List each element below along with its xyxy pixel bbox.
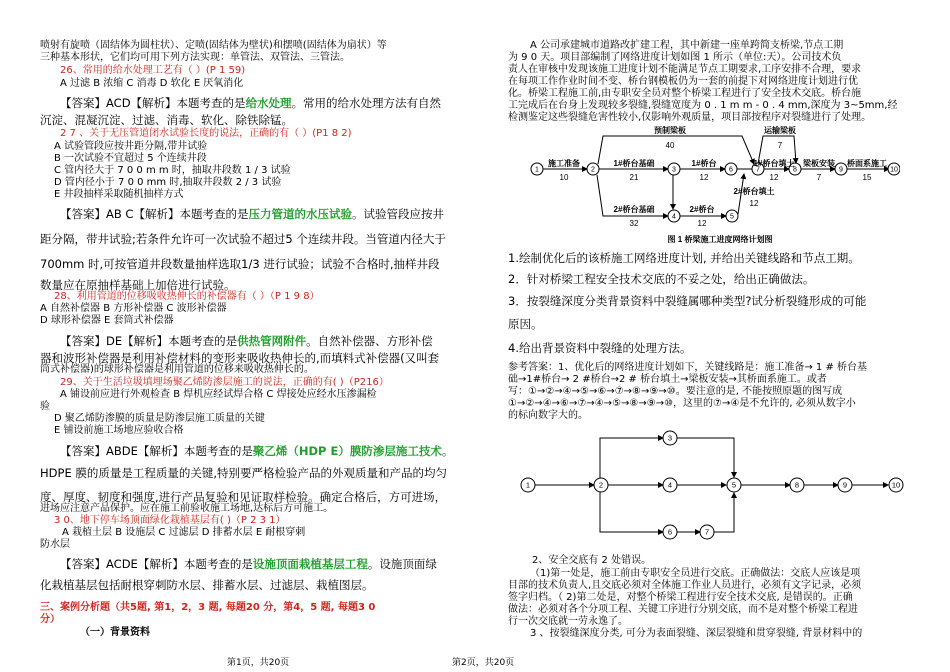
section-3-heading: 三、案例分析题（共5题, 第1，2，3 题, 每题20 分，第4，5 题, 每题3 0: [40, 602, 376, 613]
activity-label: 1#桥台填土: [753, 159, 795, 168]
answer-line-3: 写：①→②→④→⑤→⑥→⑦→⑧→⑨→⑩。要注意的是, 不能按照原题的图写成: [508, 386, 843, 397]
safety-line-2: （1)第一处是，施工前由专职安全员进行交底。正确做法：交底人应该是项: [530, 568, 861, 579]
q30-question: 3 0、地下停车场顶面绿化栽植基层有( )（P 2 3 1）: [54, 515, 286, 526]
answer-highlight: 供热管网附件: [237, 334, 307, 348]
answer-suffix: 。试验管段应按井: [351, 207, 444, 221]
q28-options-2: D 球形补偿器 E 套筒式补偿器: [40, 315, 174, 326]
q29-option-e: E 铺设前施工场地应验收合格: [54, 425, 184, 436]
activity-label: 1#桥台基础: [613, 159, 655, 168]
q26-options: A 过滤 B 浓缩 C 消毒 D 软化 E 厌氧消化: [60, 78, 244, 89]
right-page: [508, 0, 918, 672]
activity-duration: 32: [629, 219, 639, 228]
q30-options: A 栽植土层 B 设施层 C 过滤层 D 排蓄水层 E 耐根穿刺: [62, 527, 306, 538]
opt-node-6-label: 6: [667, 527, 673, 537]
node-7-label: 7: [756, 166, 760, 174]
q29-option-d: D 聚乙烯防渗膜的质量是防渗层施工质量的关键: [54, 413, 265, 424]
answer-highlight: 聚乙烯（HDP E）膜防渗层施工技术: [252, 444, 442, 458]
q30-answer: [60, 557, 437, 571]
safety-line-1: 2、安全交底有 2 处错误。: [532, 555, 652, 566]
safety-line-6: 行一次交底就一劳永逸了。: [508, 616, 628, 627]
network-diagram-figure-1: [530, 124, 900, 244]
case-para-4: 在每项工作作业时间不变、桥台钢模板仍为一套的前提下对网络进度计划进行优: [508, 76, 858, 87]
activity-label: 预制梁板: [654, 126, 686, 135]
q27-answer: [60, 207, 444, 221]
node-3-label: 3: [672, 166, 676, 174]
opt-node-8-label: 8: [794, 480, 800, 490]
intro-line-2: 三种基本形状，它们均可用下列方法实现：单管法、双管法、三管法。: [40, 52, 350, 63]
q27-option-d: D 管内径小于 7 0 0 mm 时,抽取井段数 2 / 3 试验: [54, 177, 282, 188]
opt-node-1-label: 1: [525, 480, 531, 490]
page-number-2: 第2页，共20页: [452, 658, 515, 668]
activity-label: 运输梁板: [764, 126, 796, 135]
answer-highlight: 给水处理: [245, 96, 292, 110]
answer-line-1: 参考答案：1、优化后的网络进度计划如下，关键线路是：施工准备→ 1 # 桥台基: [508, 362, 868, 373]
answer-line-4: ①→②→④→⑥→⑦→④→⑤→⑧→⑨→⑩，这里的⑦→④是不允许的, 必须从数字小: [508, 398, 856, 409]
activity-duration: 12: [749, 199, 759, 208]
section-3-heading-cont: 分）: [40, 614, 60, 625]
q28-options-1: A 自然补偿器 B 方形补偿器 C 波形补偿器: [40, 303, 227, 314]
q27-option-e: E 井段抽样采取随机抽样方式: [54, 189, 184, 200]
node-10-label: 10: [890, 166, 898, 174]
q27-answer-2: 距分隔，带井试验;若条件允许可一次试验不超过5 个连续井段。当管道内径大于: [40, 232, 446, 246]
q27-question: 2 7 、关于无压管道闭水试验长度的说法，正确的有（ ）(P1 8 2): [60, 128, 352, 139]
safety-line-4: 签字归档。（ 2)第二处是，对整个桥梁工程进行安全技术交底, 是错误的。正确: [508, 592, 853, 603]
answer-suffix: 。自然补偿器、方形补偿: [306, 334, 433, 348]
activity-label: 2#桥台基础: [613, 205, 655, 214]
opt-node-7-label: 7: [704, 527, 710, 537]
activity-duration: 12: [699, 173, 709, 182]
q28-answer-2: 器和波形补偿器是利用补偿材料的变形来吸收热伸长的,而填料式补偿器(又叫套: [40, 351, 440, 365]
answer-prefix: 【答案】AB C【解析】本题考查的是: [60, 207, 249, 221]
q28-answer: [60, 334, 433, 348]
answer-highlight: 压力管道的水压试验: [248, 207, 352, 221]
node-1-label: 1: [535, 166, 539, 174]
activity-duration: 15: [862, 173, 872, 182]
answer-line-5: 的标向数字大的。: [508, 410, 588, 421]
opt-node-4-label: 4: [667, 480, 673, 490]
question-3: 3．按裂缝深度分类背景资料中裂缝属哪种类型?试分析裂缝形成的可能: [508, 294, 867, 308]
activity-duration: 7: [777, 141, 783, 150]
q27-option-a: A 试验管段应按井距分隔,带井试验: [54, 141, 208, 152]
question-2: 2．针对桥梁工程安全技术交底的不妥之处，给出正确做法。: [508, 272, 815, 286]
answer-prefix: 【答案】ACDE【解析】本题考查的是: [60, 557, 253, 571]
activity-duration: 40: [665, 141, 675, 150]
node-9-label: 9: [839, 166, 843, 174]
answer-prefix: 【答案】ACD【解析】本题考查的是: [60, 96, 246, 110]
case-para-2: 为 9 0 天。项目部编制了网络进度计划如图 1 所示（单位:天）。公司技术负: [508, 52, 842, 63]
opt-node-3-label: 3: [667, 433, 673, 443]
activity-duration: 7: [816, 173, 822, 182]
activity-label: 2#桥台: [689, 205, 715, 214]
activity-duration: 12: [769, 173, 779, 182]
page-number-1: 第1页，共20页: [227, 658, 290, 668]
q29-option-a-cont: 验: [40, 401, 50, 412]
q26-answer: [60, 96, 441, 110]
q29-option-a: A 铺设前应进行外观检查 B 焊机应经试焊合格 C 焊接处应经水压渗漏检: [60, 389, 377, 400]
q29-question: 29、关于生活垃圾填埋场聚乙烯防渗层施工的说法，正确的有( )（P216）: [60, 377, 389, 388]
answer-suffix: 。: [441, 444, 454, 458]
q28-answer-3: 筒式补偿器)的球形补偿器是利用管道的位移来吸收热伸长的。: [40, 364, 314, 375]
answer-prefix: 【答案】DE【解析】本题考查的是: [60, 334, 238, 348]
opt-node-2-label: 2: [598, 480, 604, 490]
case-para-5: 化。桥梁工程施工前,由专职安全员对整个桥梁工程进行了安全技术交底。桥台施: [508, 88, 862, 99]
left-page: [40, 0, 460, 672]
answer-suffix: 。常用的给水处理方法有自然: [291, 96, 442, 110]
case-para-3: 责人在审核中发现该施工进度计划不能满足节点工期要求,工序安排不合理，要求: [508, 64, 862, 75]
case-para-7: 检测鉴定这些裂缝危害性较小,仅影响外观质量，项目部按程序对裂缝进行了处理。: [508, 112, 872, 123]
activity-label: 施工准备: [548, 159, 580, 168]
case-para-1: A 公司承建城市道路改扩建工程，其中新建一座单跨简支桥梁,节点工期: [530, 40, 844, 51]
activity-duration: 10: [559, 173, 569, 182]
answer-line-2: 础→1#桥台→ 2 #桥台→2 # 桥台填土→梁板安装→其桥面系施工。或者: [508, 374, 827, 385]
background-heading: （一）背景资料: [80, 627, 150, 638]
safety-line-5: 做法：必须对各个分项工程、关键工序进行分别交底，而不是对整个桥梁工程进: [508, 604, 858, 615]
q27-answer-3: 700mm 时,可按管道井段数量抽样选取1/3 进行试验；试验不合格时,抽样井段: [40, 257, 440, 271]
q27-answer-4: 数量应在原抽样基础上加倍进行试验。: [40, 278, 236, 292]
q29-answer-3: 度、厚度、韧度和强度,进行产品复验和见证取样检验。确定合格后，方可进场，: [40, 490, 447, 504]
q26-question: 26、常用的给水处理工艺有（ ）(P 1 59): [60, 65, 246, 76]
question-1: 1.绘制优化后的该桥施工网络进度计划, 并给出关键线路和节点工期。: [508, 251, 860, 265]
intro-line-1: 喷射有旋喷（固结体为圆柱状）、定喷(固结体为壁状)和摆喷(固结体为扇状）等: [40, 40, 387, 51]
activity-duration: 12: [697, 219, 707, 228]
case-para-6: 工完成后在台身上发现较多裂缝,裂缝宽度为 0 . 1 m m - 0 . 4 mm,深度为 3~5mm,经: [508, 100, 898, 111]
question-4: 4.给出背景资料中裂缝的处理方法。: [508, 341, 692, 355]
activity-label: 梁板安装: [803, 159, 835, 168]
opt-node-9-label: 9: [842, 480, 848, 490]
q26-answer-2: 沉淀、混凝沉淀、过滤、消毒、软化、除铁除锰。: [40, 113, 293, 127]
question-3-cont: 原因。: [508, 317, 543, 331]
opt-node-5-label: 5: [731, 480, 737, 490]
answer-prefix: 【答案】ABDE【解析】本题考查的是: [60, 444, 253, 458]
safety-line-3: 目部的技术负责人,且交底必须对全体施工作业人员进行，必须有文字记录，必须: [508, 580, 862, 591]
q29-answer-4: 进场应注意产品保护。应在施工前验收施工场地,达标后方可施工。: [40, 503, 334, 514]
activity-label: 桥面系施工: [847, 159, 887, 168]
optimized-network-diagram: [520, 426, 910, 548]
node-4-label: 4: [672, 213, 676, 221]
activity-duration: 21: [629, 173, 639, 182]
q30-answer-2: 化栽植基层包括耐根穿刺防水层、排蓄水层、过滤层、栽植图层。: [40, 578, 374, 592]
answer-highlight: 设施顶面栽植基层工程: [252, 557, 368, 571]
figure-caption: 图 1 桥梁施工进度网络计划图: [667, 235, 773, 244]
node-6-label: 6: [729, 166, 733, 174]
node-8-label: 8: [793, 166, 797, 174]
opt-node-10-label: 10: [891, 480, 901, 490]
q28-question: 28、利用管道的位移吸收热伸长的补偿器有（ ）（P 1 9 8）: [54, 291, 320, 302]
crack-answer-line: 3 、按裂缝深度分类, 可分为表面裂缝、深层裂缝和贯穿裂缝, 背景材料中的: [530, 628, 863, 639]
q27-option-c: C 管内径大于 7 0 0 m m 时，抽取井段数 1 / 3 试验: [54, 165, 291, 176]
activity-label: 2#桥台填土: [733, 187, 775, 196]
answer-suffix: 。设施顶面绿: [367, 557, 437, 571]
node-2-label: 2: [591, 166, 595, 174]
q29-answer: [60, 444, 453, 458]
q30-options-cont: 防水层: [40, 539, 70, 550]
q27-option-b: B 一次试验不宜超过 5 个连续井段: [54, 153, 207, 164]
node-5-label: 5: [730, 213, 734, 221]
q29-answer-2: HDPE 膜的质量是工程质量的关键,特别要严格检验产品的外观质量和产品的均匀: [40, 466, 448, 480]
activity-label: 1#桥台: [691, 159, 717, 168]
